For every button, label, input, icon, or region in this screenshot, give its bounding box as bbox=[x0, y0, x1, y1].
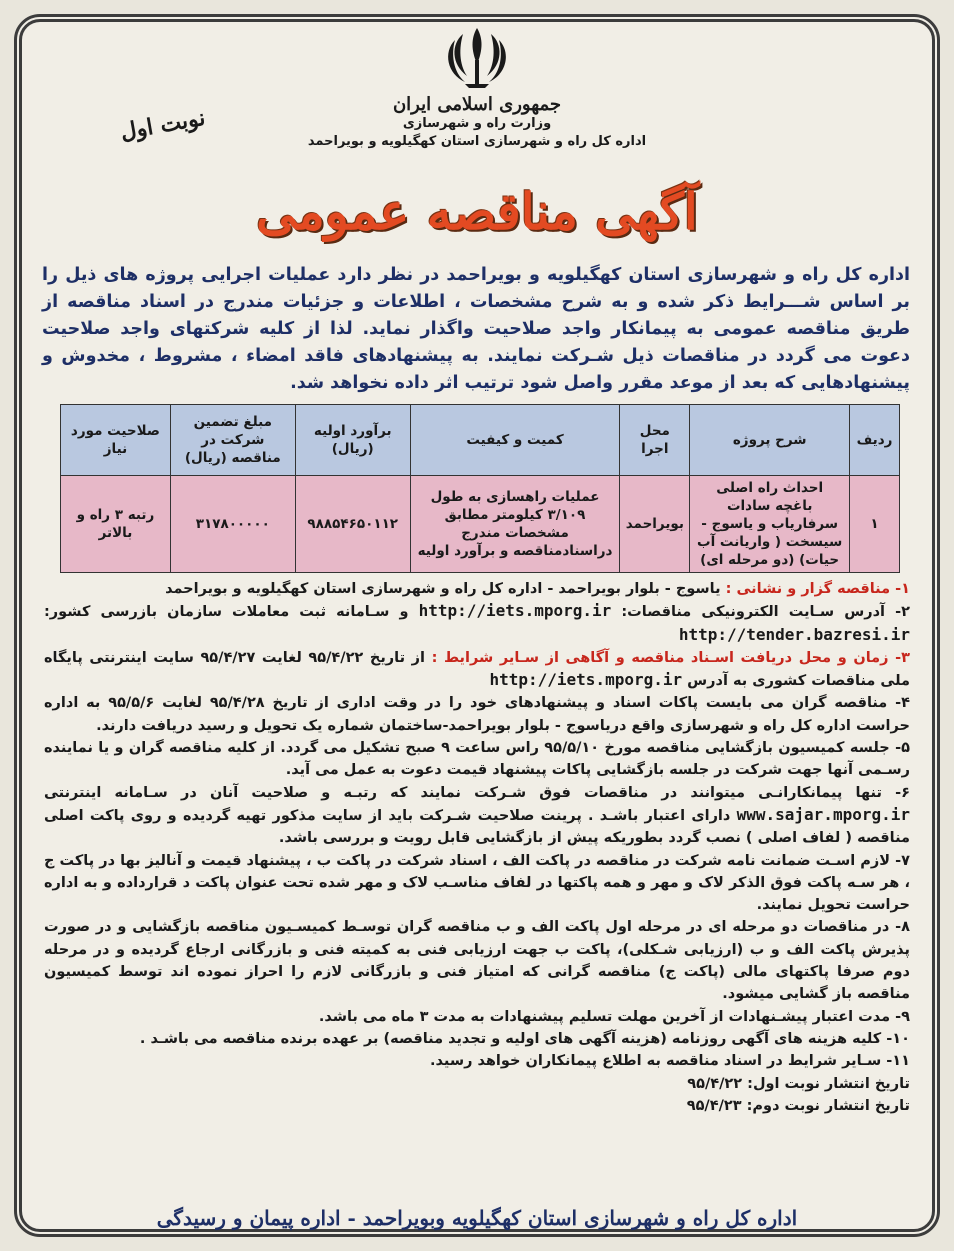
cell-quantity: عملیات راهسازی به طول ۳/۱۰۹ کیلومتر مطابق مشخصات مندرج دراسنادمناقصه و برآورد اولیه bbox=[410, 476, 620, 573]
col-header-qualification: صلاحیت مورد نیاز bbox=[61, 405, 171, 476]
item-6 bbox=[44, 782, 910, 850]
col-header-project: شرح پروژه bbox=[690, 405, 850, 476]
item-10: ۱۰- کلیه هزینه های آگهی روزنامه (هزینه آگهی های اولیه و تجدید مناقصه) بر عهده برنده مناقصه می باشـد . bbox=[139, 1030, 910, 1047]
tender-table bbox=[60, 404, 900, 573]
cell-row: ۱ bbox=[850, 476, 900, 573]
publish-date-second: تاریخ انتشار نوبت دوم: ۹۵/۴/۲۳ bbox=[686, 1097, 910, 1114]
intro-paragraph: اداره کل راه و شهرسازی استان کهگیلویه و بویراحمد در نظر دارد عملیات اجرایی پروژه های ذیل را بر اساس شـــرایط ذکر شده و به شرح مشخصات ، اطلاعات و جزئیات مندرج در اسناد مناقصه از طریق مناقصه عمومی به پیمانکار واجد صلاحیت واگذار نماید. لذا از کلیه شرکتهای واجد صلاحیت دعوت می گردد در مناقصات ذیل شـرکت نمایند. به پیشنهادهای فاقد امضاء ، مشروط ، مخدوش و پیشنهادهایی که بعد از موعد مقرر واصل شود ترتیب اثر داده نخواهد شد. bbox=[42, 265, 910, 393]
item-1-text: یاسوج - بلوار بویراحمد - اداره کل راه و شهرسازی استان کهگیلویه و بویراحمد bbox=[165, 581, 726, 597]
page-title: آگهی مناقصه عمومی bbox=[256, 182, 698, 241]
item-3-label: ۳- زمان و محل دریافت اسـناد مناقصه و آگاهی از سـایر شرایط : bbox=[431, 649, 910, 666]
item-6-text: ۶- تنها پیمانکارانـی میتوانند در مناقصات فوق شـرکت نمایند که رتبـه و صلاحیت آنان در سـامانه اینترنتی bbox=[44, 784, 910, 801]
nobat-label: نوبت اول bbox=[118, 104, 208, 146]
col-header-row: ردیف bbox=[850, 405, 900, 476]
table-header-row bbox=[61, 405, 900, 476]
footer-signature: اداره کل راه و شهرسازی استان کهگیلویه وبویراحمد - اداره پیمان و رسیدگی bbox=[156, 1206, 798, 1230]
cell-estimate: ۹۸۸۵۴۶۵۰۱۱۲ bbox=[295, 476, 410, 573]
iets-link-2[interactable]: http://iets.mporg.ir bbox=[489, 670, 683, 690]
item-8: ۸- در مناقصات دو مرحله ای در مرحله اول پاکت الف و ب مناقصه گران توسـط کمیسـیون مناقصه بازگشایی و در صورت پذیرش پاکت الف و ب (ارزیابی شـکلی)، پاکت ب جهت ارزیابی فنی به کمیته فنی و بازرگانی ارجاع گردیده و در مرحله دوم صرفا پاکتهای مالی (پاکت ج) مناقصه گرانی که امتیاز فنی و بازرگانی لازم را احراز نموده اند توسط کمیسیون مناقصه باز گشایی میشود. bbox=[44, 919, 910, 1003]
ministry-name: وزارت راه و شهرسازی bbox=[402, 116, 552, 131]
item-2 bbox=[44, 600, 910, 647]
item-4: ۴- مناقصه گران می بایست پاکات اسناد و پیشنهادهای خود را در وقت اداری از تاریخ ۹۵/۴/۲۸ لغایت ۹۵/۵/۶ به اداره حراست اداره کل راه و شهرسازی واقع دریاسوج - بلوار بویراحمد-ساختمان شماره یک تحویل و رسید دریافت دارند. bbox=[44, 695, 911, 734]
item-3-text: از تاریخ ۹۵/۴/۲۲ لغایت ۹۵/۴/۲۷ سایت اینترنتی پایگاه ملی مناقصات کشوری به آدرس bbox=[44, 649, 910, 690]
republic-name: جمهوری اسلامی ایران bbox=[392, 94, 562, 115]
tender-bazresi-link[interactable]: http://tender.bazresi.ir bbox=[678, 624, 910, 644]
col-header-guarantee: مبلغ تضمین شرکت در مناقصه (ریال) bbox=[170, 405, 295, 476]
item-9: ۹- مدت اعتبار پیشـنهادات از آخرین مهلت تسلیم پیشنهادات به مدت ۳ ماه می باشد. bbox=[318, 1008, 910, 1025]
cell-guarantee: ۳۱۷۸۰۰۰۰۰ bbox=[170, 476, 295, 573]
table-row bbox=[61, 476, 900, 573]
sajar-link[interactable]: www.sajar.mporg.ir bbox=[736, 804, 910, 824]
office-name: اداره کل راه و شهرسازی استان کهگیلویه و بویراحمد bbox=[307, 134, 647, 149]
cell-qualification: رتبه ۳ راه و بالاتر bbox=[61, 476, 171, 573]
col-header-estimate: برآورد اولیه (ریال) bbox=[295, 405, 410, 476]
cell-project: احداث راه اصلی باغچه سادات سرفاریاب و یاسوج - سیسخت ( واریانت آب حیات) (دو مرحله ای) bbox=[690, 476, 850, 573]
item-6-text-2: دارای اعتبار باشـد . پرینت صلاحیت شـرکت باید از سایت مذکور تهیه گردیده و روی پاکت اصلی مناقصه ( لفاف اصلی ) نصب گردد بطوریکه پیش از بازگشایی قابل رویت و بررسی باشد. bbox=[44, 807, 910, 847]
col-header-quantity: کمیت و کیفیت bbox=[410, 405, 620, 476]
item-3 bbox=[44, 647, 910, 693]
iets-link[interactable]: http://iets.mporg.ir bbox=[418, 601, 612, 621]
item-11: ۱۱- سـایر شرایط در اسناد مناقصه به اطلاع پیمانکاران خواهد رسید. bbox=[430, 1053, 910, 1070]
publish-date-first: تاریخ انتشار نوبت اول: ۹۵/۴/۲۲ bbox=[687, 1075, 910, 1092]
item-2-text: ۲- آدرس سـایت الکترونیکی مناقصات: bbox=[611, 604, 910, 621]
item-5: ۵- جلسه کمیسیون بازگشایی مناقصه مورخ ۹۵/۵/۱۰ راس ساعت ۹ صبح تشکیل می گردد. از کلیه مناقصه گران و یا نماینده رسـمی آنها جهت شرکت در جلسه بازگشایی پاکات پیشنهاد قیمت دعوت به عمل می آید. bbox=[44, 740, 910, 779]
iran-emblem-icon bbox=[441, 24, 513, 90]
item-7: ۷- لازم اسـت ضمانت نامه شرکت در مناقصه در پاکت الف ، اسناد شرکت در پاکت ب ، پیشنهاد قیمت و آنالیز بها در پاکت ج ، هر سـه پاکت فوق الذکر لاک و مهر و همه پاکتها در لفاف مناسـب لاک و مهر شده تحت عنوان پاکت د قرارداده و به اداره حراست تحویل نمایند. bbox=[44, 852, 910, 914]
item-1 bbox=[44, 578, 910, 600]
item-1-label: ۱- مناقصه گزار و نشانی : bbox=[725, 581, 910, 597]
col-header-location: محل اجرا bbox=[620, 405, 690, 476]
conditions-list bbox=[44, 578, 910, 1117]
item-2-text-2: و سـامانه ثبت معاملات سازمان بازرسی کشور: bbox=[44, 604, 419, 621]
cell-location: بویراحمد bbox=[620, 476, 690, 573]
